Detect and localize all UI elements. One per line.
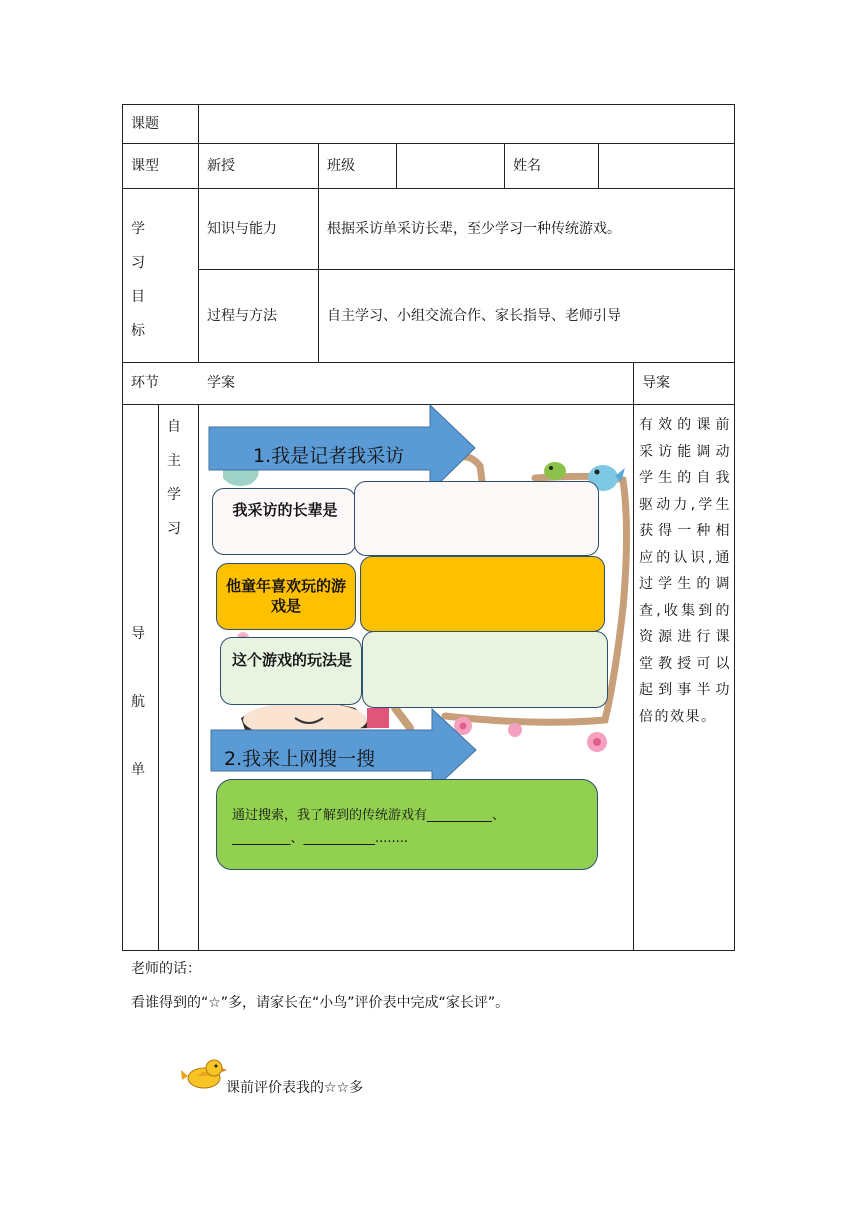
step1-title: 1.我是记者我采访	[253, 445, 405, 467]
teacher-words-label: 老师的话：	[131, 961, 201, 977]
instruction-text: 看谁得到的“☆”多，请家长在“小鸟”评价表中完成“家长评”。	[131, 995, 510, 1011]
search-line1: 通过搜索，我了解到的传统游戏有__________、	[232, 808, 506, 823]
search-line2: _________、___________........	[232, 831, 409, 846]
bird-icon	[180, 1056, 228, 1092]
answer2-box[interactable]	[360, 556, 605, 632]
learning-goals-label	[128, 212, 148, 348]
class-label: 班级	[327, 158, 355, 174]
name-label: 姓名	[513, 158, 541, 174]
plan-label: 学案	[207, 375, 235, 391]
goal1-label: 知识与能力	[207, 221, 277, 237]
vertical-char: 学	[167, 487, 181, 503]
question1-label: 我采访的长辈是	[232, 501, 338, 519]
guide-label: 导案	[642, 375, 670, 391]
type-label: 课型	[131, 158, 159, 174]
self-study-label	[164, 410, 184, 546]
type-value: 新授	[207, 158, 235, 174]
vertical-char: 标	[131, 323, 145, 339]
vertical-char: 自	[167, 419, 181, 435]
vertical-char: 导	[131, 626, 145, 642]
vertical-char: 主	[167, 453, 181, 469]
evaluation-text: 课前评价表我的☆☆多	[226, 1080, 364, 1096]
question1-box	[212, 488, 356, 555]
vertical-char: 目	[131, 289, 145, 305]
vertical-char: 习	[167, 521, 181, 537]
goal2-label: 过程与方法	[207, 308, 277, 324]
topic-label: 课题	[131, 116, 159, 132]
vertical-char: 航	[131, 694, 145, 710]
guide-text: 有效的课前采访能调动学生的自我驱动力,学生获得一种相应的认识,通过学生的调查,收集到的资源进行课堂教授可以起到事半功倍的效果。	[639, 417, 731, 725]
vertical-char: 单	[131, 762, 145, 778]
question2-label: 他童年喜欢玩的游戏是	[226, 577, 347, 615]
vertical-char: 习	[131, 255, 145, 271]
answer1-box[interactable]	[354, 481, 599, 556]
answer3-box[interactable]	[362, 631, 608, 708]
stage-label: 环节	[131, 375, 159, 391]
vertical-char: 学	[131, 221, 145, 237]
question3-box	[220, 637, 362, 705]
navigation-sheet-label	[128, 600, 148, 804]
goal2-text: 自主学习、小组交流合作、家长指导、老师引导	[327, 308, 621, 324]
question3-label: 这个游戏的玩法是	[231, 651, 352, 669]
goal1-text: 根据采访单采访长辈，至少学习一种传统游戏。	[327, 221, 621, 237]
step2-title: 2.我来上网搜一搜	[224, 748, 376, 770]
